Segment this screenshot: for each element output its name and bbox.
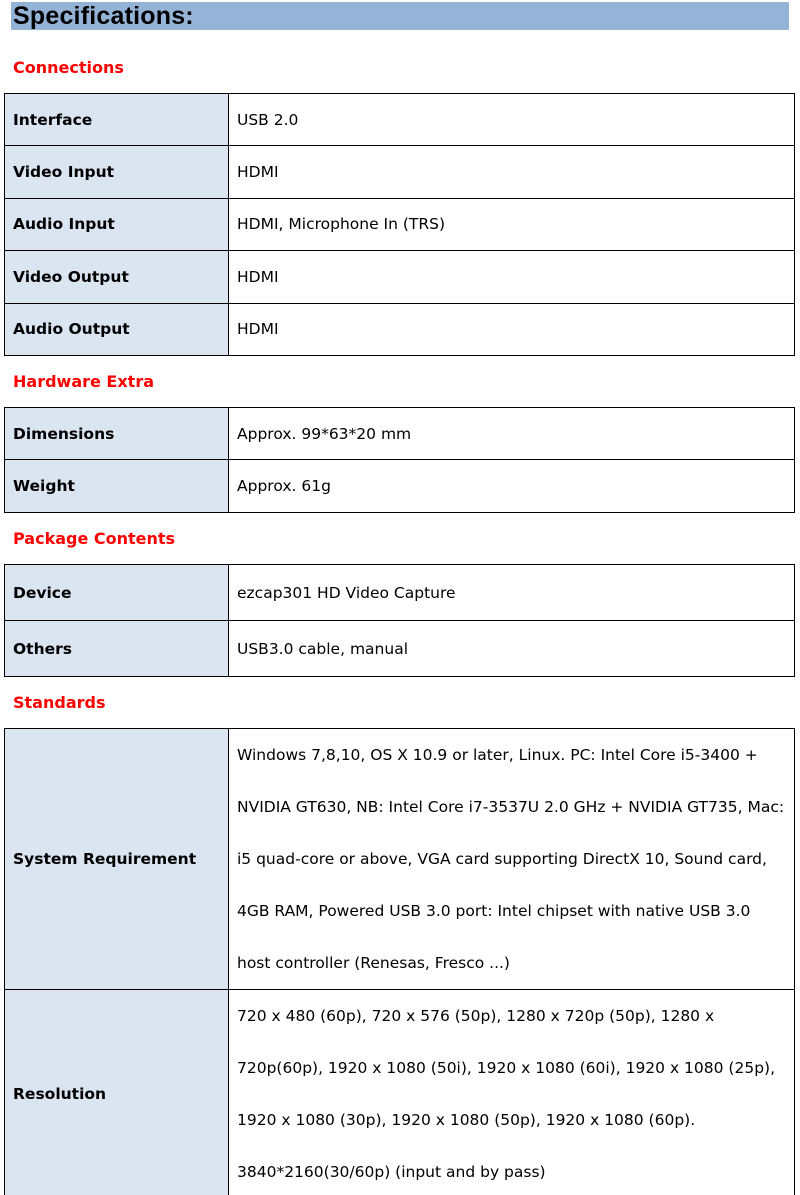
row-value: 720 x 480 (60p), 720 x 576 (50p), 1280 x 720p (50p), 1280 x 720p(60p), 1920 x 1080 (50i), 1920 x 1080 (60i), 1920 x 1080 (25p), 1920 x 1080 (30p), 1920 x 1080 (50p), 1920 x 1080 (60p). 3840*2160(30/60p) (input and by pass) (229, 990, 795, 1195)
row-value: Approx. 61g (229, 460, 795, 512)
table-row (5, 621, 795, 677)
title-bar (11, 2, 789, 30)
table-row (5, 303, 795, 355)
table-row (5, 729, 795, 990)
row-label: Video Input (5, 146, 229, 198)
row-label: Interface (5, 94, 229, 146)
row-label: Dimensions (5, 408, 229, 460)
row-label: System Requirement (5, 729, 229, 990)
row-label: Device (5, 565, 229, 621)
hardware-extra-table (4, 407, 795, 513)
table-row (5, 251, 795, 303)
table-row (5, 94, 795, 146)
row-label: Others (5, 621, 229, 677)
standards-table (4, 728, 795, 1195)
section-heading-standards: Standards (13, 693, 106, 712)
page-title: Specifications: (13, 2, 194, 30)
table-row (5, 408, 795, 460)
row-value: USB3.0 cable, manual (229, 621, 795, 677)
table-row (5, 146, 795, 198)
section-heading-hardware-extra: Hardware Extra (13, 372, 155, 391)
row-value: HDMI (229, 251, 795, 303)
row-value: USB 2.0 (229, 94, 795, 146)
row-value: ezcap301 HD Video Capture (229, 565, 795, 621)
row-label: Video Output (5, 251, 229, 303)
row-value: Approx. 99*63*20 mm (229, 408, 795, 460)
row-value: HDMI, Microphone In (TRS) (229, 198, 795, 250)
row-value: HDMI (229, 146, 795, 198)
section-heading-package-contents: Package Contents (13, 529, 176, 548)
table-row (5, 990, 795, 1195)
row-value: Windows 7,8,10, OS X 10.9 or later, Linux. PC: Intel Core i5-3400 + NVIDIA GT630, NB: Intel Core i7-3537U 2.0 GHz + NVIDIA GT735, Mac: i5 quad-core or above, VGA card supporting DirectX 10, Sound card, 4GB RAM, Powered USB 3.0 port: Intel chipset with native USB 3.0 host controller (Renesas, Fresco ...) (229, 729, 795, 990)
table-row (5, 565, 795, 621)
table-row (5, 198, 795, 250)
table-row (5, 460, 795, 512)
section-heading-connections: Connections (13, 58, 124, 77)
row-label: Audio Input (5, 198, 229, 250)
row-value: HDMI (229, 303, 795, 355)
row-label: Weight (5, 460, 229, 512)
row-label: Resolution (5, 990, 229, 1195)
connections-table (4, 93, 795, 356)
package-contents-table (4, 564, 795, 677)
row-label: Audio Output (5, 303, 229, 355)
